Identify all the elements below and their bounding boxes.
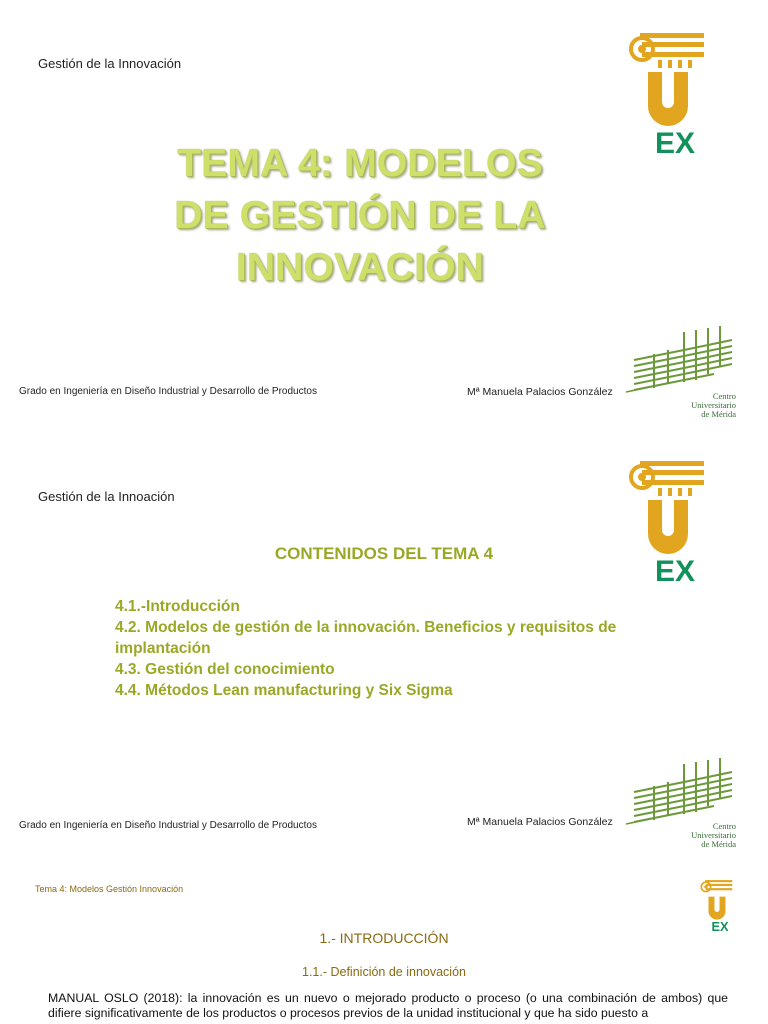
slide-footer-degree: Grado en Ingeniería en Diseño Industrial y Desarrollo de Productos	[19, 820, 317, 831]
slide-introduction	[0, 864, 768, 1024]
slide-header: Gestión de la Innovación	[38, 56, 182, 71]
title-line-3: INNOVACIÓN	[235, 246, 485, 289]
slide-footer-author: Mª Manuela Palacios González	[467, 816, 613, 828]
contents-item: 4.3. Gestión del conocimiento	[115, 661, 335, 678]
contents-list	[115, 596, 655, 701]
title-line-2: DE GESTIÓN DE LA	[174, 194, 546, 237]
contents-item: 4.2. Modelos de gestión de la innovación. Beneficios y requisitos de implantación	[115, 619, 617, 657]
slide-header: Tema 4: Modelos Gestión Innovación	[35, 884, 184, 894]
uex-ex-text: EX	[655, 555, 696, 586]
centro-universitario-text: Centro Universitario de Mérida	[691, 391, 736, 419]
uex-logo	[628, 30, 708, 163]
centro-universitario-text: Centro Universitario de Mérida	[691, 821, 736, 849]
contents-item: 4.4. Métodos Lean manufacturing y Six Sigma	[115, 682, 453, 699]
uex-logo	[628, 458, 708, 591]
slide-footer-author: Mª Manuela Palacios González	[467, 386, 613, 398]
uex-ex-text: EX	[711, 919, 729, 934]
contents-title: CONTENIDOS DEL TEMA 4	[274, 544, 494, 563]
definition-paragraph: MANUAL OSLO (2018): la innovación es un nuevo o mejorado producto o proceso (o una combinación de ambos) que difiere significativamente de los productos o procesos previos de la unidad institucional y que ha sido puesto a	[48, 991, 728, 1020]
title-line-1: TEMA 4: MODELOS	[177, 142, 543, 185]
slide-contents	[0, 432, 768, 864]
slide-title-text	[130, 138, 590, 294]
subsection-title: 1.1.- Definición de innovación	[302, 965, 466, 979]
slide-footer-degree: Grado en Ingeniería en Diseño Industrial y Desarrollo de Productos	[19, 386, 317, 397]
section-title: 1.- INTRODUCCIÓN	[319, 930, 449, 946]
slide-header: Gestión de la Innoación	[38, 489, 175, 504]
slide-title	[0, 0, 768, 432]
contents-item: 4.1.-Introducción	[115, 598, 240, 615]
uex-ex-text: EX	[655, 127, 696, 158]
